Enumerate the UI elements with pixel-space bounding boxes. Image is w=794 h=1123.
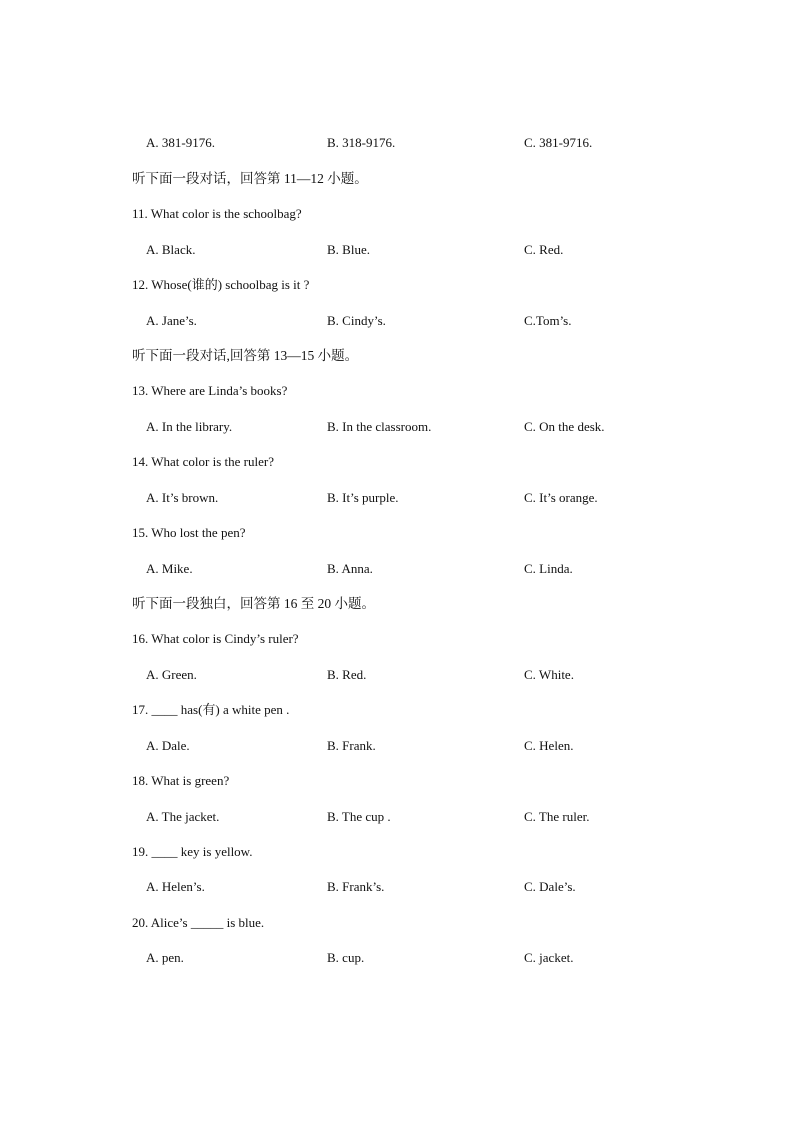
option-c: C. Dale’s. — [524, 879, 576, 894]
option-a: A. 381-9176. — [146, 135, 215, 150]
options-row — [0, 558, 794, 580]
question-text: 11. What color is the schoolbag? — [132, 206, 302, 221]
question-text: 15. Who lost the pen? — [132, 525, 246, 540]
options-row — [0, 132, 794, 154]
section-heading — [0, 168, 794, 190]
option-c: C. Helen. — [524, 738, 574, 753]
option-c: C. 381-9716. — [524, 135, 593, 150]
option-a: A. Green. — [146, 667, 197, 682]
option-a: A. Jane’s. — [146, 313, 197, 328]
option-b: B. Blue. — [327, 242, 370, 257]
question-text: 17. ____ has(有) a white pen . — [132, 702, 290, 717]
option-b: B. cup. — [327, 950, 365, 965]
option-b: B. Anna. — [327, 561, 373, 576]
option-a: A. It’s brown. — [146, 490, 219, 505]
option-b: B. Frank’s. — [327, 879, 385, 894]
options-row — [0, 664, 794, 686]
option-b: B. 318-9176. — [327, 135, 396, 150]
question-text: 14. What color is the ruler? — [132, 454, 274, 469]
question-row — [0, 628, 794, 650]
question-text: 13. Where are Linda’s books? — [132, 383, 288, 398]
section-heading-text: 听下面一段对话,回答第 13—15 小题。 — [132, 348, 359, 363]
option-a: A. The jacket. — [146, 809, 220, 824]
question-row — [0, 380, 794, 402]
options-row — [0, 487, 794, 509]
option-c: C. Linda. — [524, 561, 573, 576]
section-heading — [0, 593, 794, 615]
option-c: C. jacket. — [524, 950, 574, 965]
option-b: B. It’s purple. — [327, 490, 399, 505]
question-row — [0, 522, 794, 544]
option-b: B. Frank. — [327, 738, 376, 753]
question-row — [0, 274, 794, 296]
question-text: 12. Whose(谁的) schoolbag is it ? — [132, 277, 310, 292]
options-row — [0, 239, 794, 261]
option-b: B. Cindy’s. — [327, 313, 386, 328]
question-row — [0, 912, 794, 934]
option-a: A. Helen’s. — [146, 879, 205, 894]
option-a: A. Dale. — [146, 738, 190, 753]
question-text: 20. Alice’s _____ is blue. — [132, 915, 265, 930]
options-row — [0, 806, 794, 828]
option-c: C. The ruler. — [524, 809, 590, 824]
question-text: 19. ____ key is yellow. — [132, 844, 253, 859]
question-row — [0, 203, 794, 225]
option-a: A. Black. — [146, 242, 196, 257]
section-heading-text: 听下面一段对话，回答第 11—12 小题。 — [132, 171, 368, 186]
section-heading-text: 听下面一段独白，回答第 16 至 20 小题。 — [132, 596, 375, 611]
options-row — [0, 416, 794, 438]
section-heading — [0, 345, 794, 367]
option-b: B. In the classroom. — [327, 419, 432, 434]
question-row — [0, 699, 794, 721]
option-b: B. The cup . — [327, 809, 391, 824]
option-c: C. Red. — [524, 242, 564, 257]
option-c: C.Tom’s. — [524, 313, 572, 328]
option-b: B. Red. — [327, 667, 367, 682]
question-row — [0, 451, 794, 473]
options-row — [0, 947, 794, 969]
question-row — [0, 841, 794, 863]
option-a: A. pen. — [146, 950, 184, 965]
question-text: 18. What is green? — [132, 773, 230, 788]
option-a: A. Mike. — [146, 561, 193, 576]
options-row — [0, 876, 794, 898]
option-c: C. It’s orange. — [524, 490, 598, 505]
option-c: C. White. — [524, 667, 574, 682]
options-row — [0, 735, 794, 757]
option-a: A. In the library. — [146, 419, 233, 434]
option-c: C. On the desk. — [524, 419, 605, 434]
question-row — [0, 770, 794, 792]
options-row — [0, 310, 794, 332]
question-text: 16. What color is Cindy’s ruler? — [132, 631, 299, 646]
